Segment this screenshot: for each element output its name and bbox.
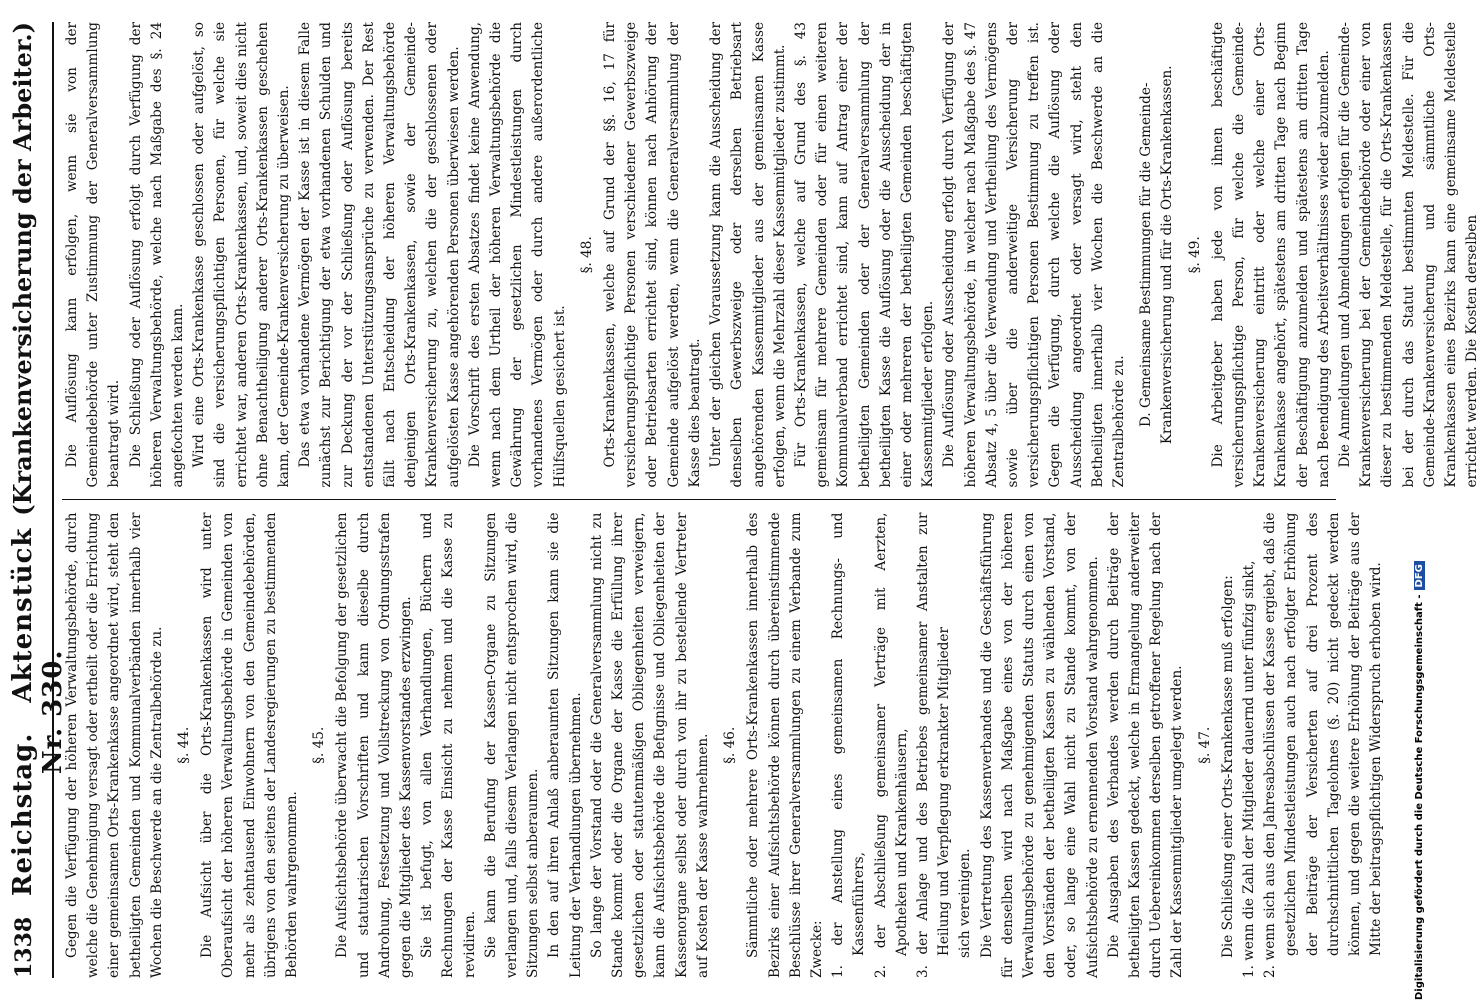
- page-number: 1338: [11, 916, 37, 978]
- paragraph: Für Orts-Krankenkassen, welche auf Grund des §. 43 gemeinsam für mehrere Gemeinden oder für einen weiteren Kommunalverband errichtet sind, kann auf Antrag einer der betheiligten Gemeinden oder der Generalversammlung der betheiligten Kasse die Auflösung oder die Ausscheidung der in einer oder mehreren der betheiligten Gemeinden beschäftigten Kassenmitglieder erfolgen.: [792, 22, 937, 488]
- digitization-credit: [1414, 20, 1425, 1000]
- list-item: 3. der Anlage und des Betriebes gemeinsamer Anstalten zur Heilung und Verpflegung erkrankter Mitglieder: [914, 512, 953, 978]
- paragraph: Die Schließung oder Auflösung erfolgt durch Verfügung der höheren Verwaltungsbehörde, welche nach Maßgabe des §. 24 angefochten werden kann.: [127, 22, 187, 488]
- paragraph: Orts-Krankenkassen, welche auf Grund der §§. 16, 17 für versicherungspflichtige Personen verschiedener Gewerbszweige oder Betriebsarten errichtet sind, können nach Anhörung der Gemeinde aufgelöst werden, wenn die Generalversammlung der Kasse dies beantragt.: [602, 22, 703, 488]
- credit-text: Digitalisierung gefördert durch die Deutsche Forschungsgemeinschaft -: [1414, 594, 1425, 1000]
- paragraph: Sämmtliche oder mehrere Orts-Krankenkassen innerhalb des Bezirks einer Aufsichtsbehörde können durch übereinstimmende Beschlüsse ihrer Generalversammlungen zu einem Verbande zum Zwecke:: [745, 512, 825, 978]
- paragraph: Die Ausgaben des Verbandes werden durch Beiträge der betheiligten Kassen gedeckt, welche in Ermangelung anderweiter durch Uebereinkommen derselben getroffener Regelung nach der Zahl der Kassenmitglieder umgelegt werden.: [1105, 512, 1186, 978]
- section-heading: §. 45.: [311, 726, 328, 764]
- header-right-title: (Krankenversicherung der Arbeiter.): [8, 22, 37, 516]
- section-heading: D. Gemeinsame Bestimmungen für die Gemeinde-Krankenversicherung und für die Orts-Krankenkassen.: [1138, 65, 1176, 445]
- header-left-title: Reichstag.: [8, 732, 38, 897]
- paragraph: Die Auflösung kann erfolgen, wenn sie von der Gemeindebehörde unter Zustimmung der Generalversammlung beantragt wird.: [64, 22, 123, 488]
- section-heading: §. 46.: [722, 726, 739, 764]
- paragraph: Sie kann die Berufung der Kassen-Organe zu Sitzungen verlangen und, falls diesem Verlangen nicht entsprochen wird, die Sitzungen selbst anberaumen.: [482, 512, 542, 978]
- paragraph: Gegen die Verfügung der höheren Verwaltungsbehörde, durch welche die Genehmigung versagt oder ertheilt oder die Errichtung einer gemeinsamen Orts-Krankenkasse angeordnet wird, steht den betheiligten Gemeinden und Kommunalverbänden innerhalb vier Wochen die Beschwerde an die Zentralbehörde zu.: [64, 512, 165, 978]
- paragraph: In den auf ihren Anlaß anberaumten Sitzungen kann sie die Leitung der Verhandlungen übernehmen.: [546, 512, 584, 978]
- page-title: [8, 516, 68, 908]
- paragraph: Die Arbeitgeber haben jede von ihnen beschäftigte versicherungspflichtige Person, für welche die Gemeinde-Krankenversicherung eintritt oder welche einer Orts-Krankenkasse angehört, spätestens am dritten Tage nach Beginn der Beschäftigung anzumelden und spätestens am dritten Tage nach Beendigung des Arbeitsverhältnisses wieder abzumelden.: [1209, 22, 1332, 488]
- right-column: [62, 22, 1481, 488]
- section-heading: §. 48.: [578, 236, 595, 274]
- list-item: 2. der Abschließung gemeinsamer Verträge mit Aerzten, Apotheken und Krankenhäusern,: [872, 512, 910, 978]
- paragraph: Die Auflösung oder Ausscheidung erfolgt durch Verfügung der höheren Verwaltungsbehörde, in welcher nach Maßgabe des §. 47 Absatz 4, 5 über die Verwendung und Vertheilung des Vermögens sowie über die anderweitige Versicherung der versicherungspflichtigen Personen Bestimmung zu treffen ist. Gegen die Verfügung, durch welche die Auflösung oder Ausscheidung angeordnet oder versagt wird, steht den Betheiligten innerhalb vier Wochen die Beschwerde an die Zentralbehörde zu.: [941, 22, 1127, 488]
- paragraph: So lange der Vorstand oder die Generalversammlung nicht zu Stande kommt oder die Organe der Kasse die Erfüllung ihrer gesetzlichen oder statutenmäßigen Obliegenheiten verweigern, kann die Aufsichtsbehörde die Befugnisse und Obliegenheiten der Kassenorgane selbst oder durch von ihr zu bestellende Vertreter auf Kosten der Kasse wahrnehmen.: [588, 512, 711, 978]
- paragraph: Wird eine Orts-Krankenkasse geschlossen oder aufgelöst, so sind die versicherungspflichtigen Personen, für welche sie errichtet war, anderen Orts-Krankenkassen, und, soweit dies nicht ohne Benachtheiligung anderer Orts-Krankenkassen geschehen kann, der Gemeinde-Krankenversicherung zu überweisen.: [191, 22, 293, 488]
- list-item: 1. wenn die Zahl der Mitglieder dauernd unter fünfzig sinkt,: [1240, 560, 1257, 978]
- column-divider: [62, 500, 1336, 501]
- paragraph: Die Vertretung des Kassenverbandes und die Geschäftsführung für denselben wird nach Maßgabe eines von der höheren Verwaltungsbehörde zu genehmigenden Statuts durch einen von den Vorständen der betheiligten Kassen zu wählenden Vorstand, oder, so lange eine Wahl nicht zu Stande kommt, von der Aufsichtsbehörde zu ernennenden Vorstand wahrgenommen.: [978, 512, 1101, 978]
- section-heading: §. 47.: [1196, 726, 1213, 764]
- list-item: 1. der Anstellung eines gemeinsamen Rechnungs- und Kassenführers,: [830, 512, 868, 978]
- section-heading: §. 49.: [1186, 236, 1203, 274]
- dfg-logo: DFG: [1414, 561, 1425, 590]
- left-column: [62, 512, 1385, 979]
- paragraph: Die Anmeldungen und Abmeldungen erfolgen für die Gemeinde-Krankenversicherung bei der Gemeindebehörde oder einer von dieser zu bestimmenden Meldestelle, für die Orts-Krankenkassen bei der durch das Statut bestimmten Meldestelle. Für die Gemeinde-Krankenversicherung und sämmtliche Orts-Krankenkassen eines Bezirks kann eine gemeinsame Meldestelle errichtet werden. Die Kosten derselben: [1336, 22, 1481, 488]
- section-heading: §. 44.: [176, 726, 193, 764]
- paragraph: Das etwa vorhandene Vermögen der Kasse ist in diesem Falle zunächst zur Berichtigung der etwa vorhandenen Schulden und zur Deckung der vor der Schließung oder Auflösung bereits entstandenen Unterstützungsansprüche zu verwenden. Der Rest fällt nach Entscheidung der höheren Verwaltungsbehörde denjenigen Orts-Krankenkassen, sowie der Gemeinde-Krankenversicherung zu, welchen die der geschlossenen oder aufgelösten Kasse angehörenden Personen überwiesen werden.: [297, 22, 462, 488]
- paragraph: Die Aufsichtsbehörde überwacht die Befolgung der gesetzlichen und statutarischen Vorschriften und kann dieselbe durch Androhung, Festsetzung und Vollstreckung von Ordnungsstrafen gegen die Mitglieder des Kassenvorstandes erzwingen.: [334, 512, 415, 978]
- header-center-title: Aktenstück Nr. 330.: [8, 527, 68, 775]
- page-header: [8, 22, 68, 978]
- paragraph: Die Vorschrift des ersten Absatzes findet keine Anwendung, wenn nach dem Urtheil der höheren Verwaltungsbehörde die Gewährung der gesetzlichen Mindestleistungen durch vorhandenes Vermögen oder durch andere außerordentliche Hülfsquellen gesichert ist.: [466, 22, 568, 488]
- paragraph: sich vereinigen.: [957, 848, 974, 958]
- list-item: 2. wenn sich aus den Jahresabschlüssen der Kasse ergiebt, daß die gesetzlichen Mindestleistungen auch nach erfolgter Erhöhung der Beiträge der Versicherten auf drei Prozent des durchschnittlichen Tagelohnes (§. 20) nicht gedeckt werden können, und gegen die weitere Erhöhung der Beiträge aus der Mitte der beitragspflichtigen Widerspruch erhoben wird.: [1262, 512, 1385, 978]
- paragraph: Die Aufsicht über die Orts-Krankenkassen wird unter Oberaufsicht der höheren Verwaltungsbehörde in Gemeinden von mehr als zehntausend Einwohnern von den Gemeindebehörden, übrigens von den seitens der Landesregierungen zu bestimmenden Behörden wahrgenommen.: [199, 512, 301, 978]
- paragraph: Die Schließung einer Orts-Krankenkasse muß erfolgen:: [1219, 575, 1236, 958]
- paragraph: Sie ist befugt, von allen Verhandlungen, Büchern und Rechnungen der Kasse Einsicht zu nehmen und die Kasse zu revidiren.: [419, 512, 478, 978]
- paragraph: Unter der gleichen Voraussetzung kann die Ausscheidung der denselben Gewerbszweige oder derselben Betriebsart angehörenden Kassenmitglieder aus der gemeinsamen Kasse erfolgen, wenn die Mehrzahl dieser Kassenmitglieder zustimmt.: [708, 22, 788, 488]
